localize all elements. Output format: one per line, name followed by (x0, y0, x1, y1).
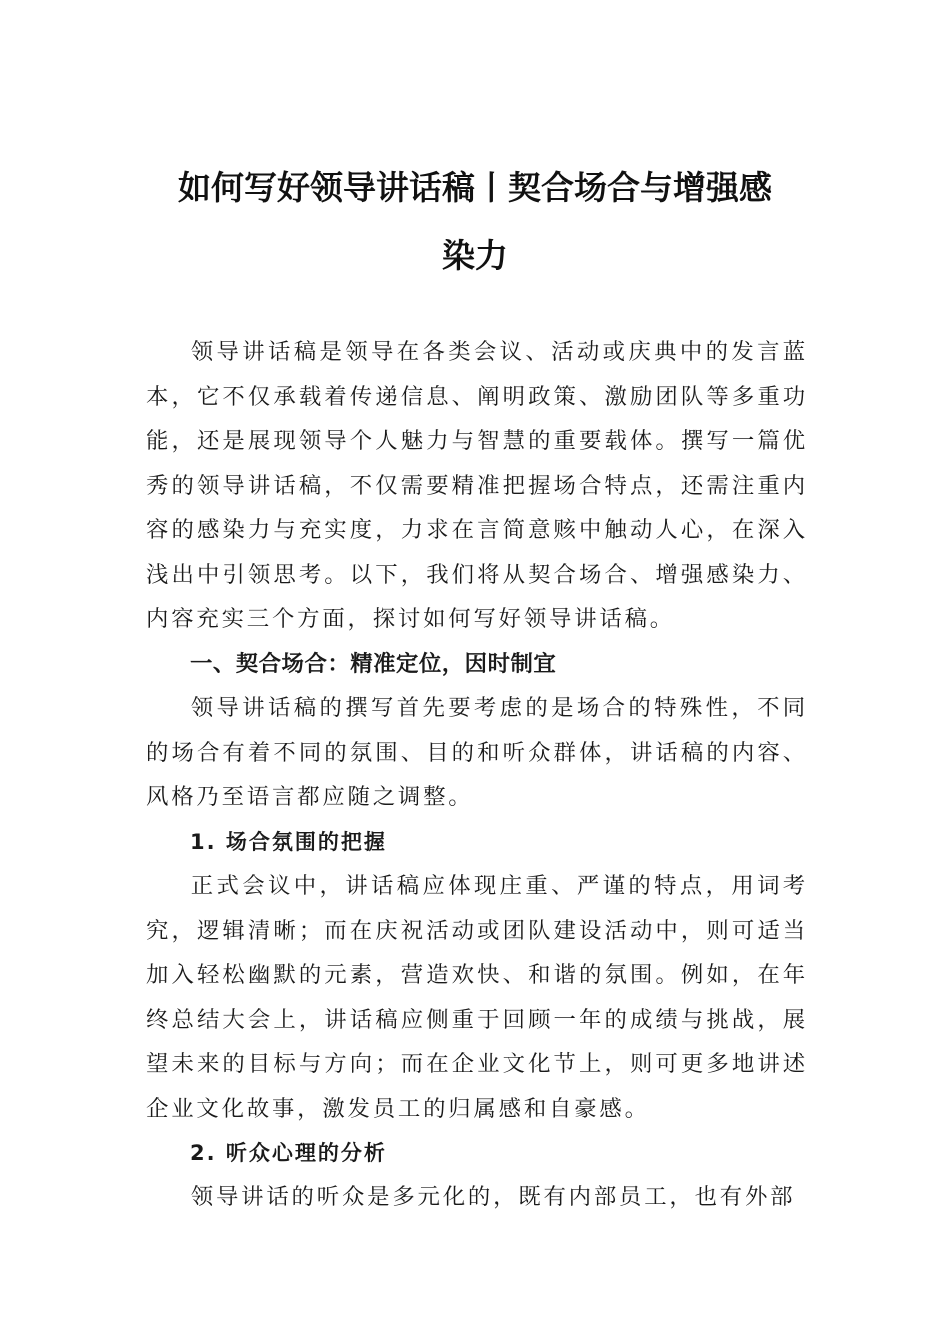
subsection-heading-1: 1. 场合氛围的把握 (190, 830, 387, 854)
document-title-line-1: 如何写好领导讲话稿丨契合场合与增强感 (178, 168, 772, 207)
subsection-heading-2: 2. 听众心理的分析 (190, 1141, 387, 1165)
subsection-2-paragraph: 领导讲话的听众是多元化的，既有内部员工，也有外部 (190, 1184, 796, 1210)
section-heading-1: 一、契合场合：精准定位，因时制宜 (190, 651, 557, 677)
intro-paragraph: 领导讲话稿是领导在各类会议、活动或庆典中的发言蓝本，它不仅承载着传递信息、阐明政策、激励团队等多重功能，还是展现领导个人魅力与智慧的重要载体。撰写一篇优秀的领导讲话稿，不仅需要精准把握场合特点，还需注重内容的感染力与充实度，力求在言简意赅中触动人心，在深入浅出中引领思考。以下，我们将从契合场合、增强感染力、内容充实三个方面，探讨如何写好领导讲话稿。 (146, 339, 808, 632)
section-1-paragraph: 领导讲话稿的撰写首先要考虑的是场合的特殊性，不同的场合有着不同的氛围、目的和听众群体，讲话稿的内容、风格乃至语言都应随之调整。 (146, 695, 808, 810)
document-title-line-2: 染力 (442, 236, 508, 275)
subsection-1-paragraph: 正式会议中，讲话稿应体现庄重、严谨的特点，用词考究，逻辑清晰；而在庆祝活动或团队建设活动中，则可适当加入轻松幽默的元素，营造欢快、和谐的氛围。例如，在年终总结大会上，讲话稿应侧重于回顾一年的成绩与挑战，展望未来的目标与方向；而在企业文化节上，则可更多地讲述企业文化故事，激发员工的归属感和自豪感。 (146, 873, 808, 1122)
